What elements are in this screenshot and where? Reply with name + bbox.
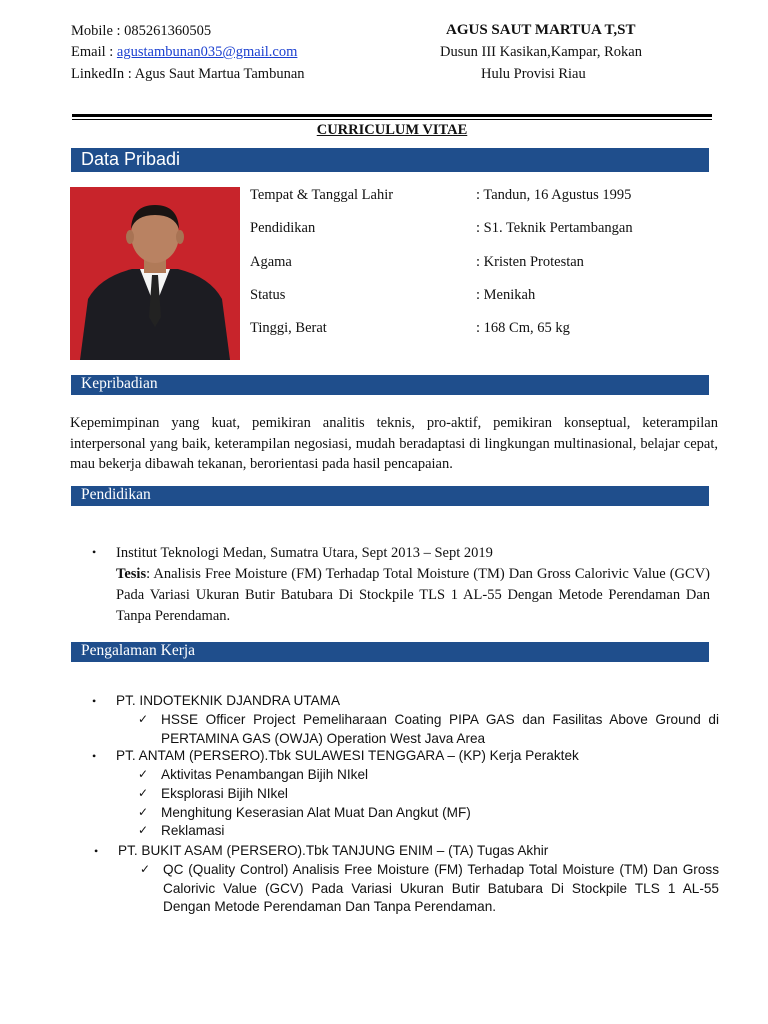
bullet-icon: •	[94, 844, 99, 858]
section-title-personality: Kepribadian	[81, 375, 158, 392]
info-value-education: : S1. Teknik Pertambangan	[476, 220, 633, 236]
info-value-birth: : Tandun, 16 Agustus 1995	[476, 187, 632, 203]
info-label-religion: Agama	[250, 254, 292, 270]
job-company-3: PT. BUKIT ASAM (PERSERO).Tbk TANJUNG ENIM – (TA) Tugas Akhir	[118, 843, 549, 858]
email-line	[71, 42, 297, 63]
mobile-number: Mobile : 085261360505	[71, 23, 212, 39]
profile-photo	[70, 187, 240, 360]
section-header-personal	[71, 148, 709, 172]
education-thesis	[116, 564, 710, 627]
job-2-item-1: Aktivitas Penambangan Bijih NIkel	[161, 767, 369, 782]
info-label-birth: Tempat & Tanggal Lahir	[250, 187, 394, 203]
info-value-religion: : Kristen Protestan	[476, 254, 584, 270]
job-2-item-2: Eksplorasi Bijih NIkel	[161, 786, 288, 801]
info-label-education: Pendidikan	[250, 220, 316, 236]
info-value-status: : Menikah	[476, 287, 536, 303]
bullet-icon: •	[92, 694, 97, 708]
thesis-text: : Analisis Free Moisture (FM) Terhadap Total Moisture (TM) Dan Gross Calorivic Value (GCV) Pada Variasi Ukuran Butir Batubara Di Stockpile TLS 1 AL-55 Dengan Metode Perendaman Dan Tanpa Perendaman.	[116, 566, 710, 624]
section-header-personality	[71, 375, 709, 395]
info-value-height-weight: : 168 Cm, 65 kg	[476, 320, 570, 336]
job-2-item-3: Menghitung Keserasian Alat Muat Dan Angkut (MF)	[161, 805, 471, 820]
info-label-status: Status	[250, 287, 286, 303]
bullet-icon: •	[92, 545, 97, 559]
candidate-name: AGUS SAUT MARTUA T,ST	[446, 22, 636, 38]
education-entry	[116, 543, 710, 627]
bullet-icon: •	[92, 749, 97, 763]
job-3-item-1: QC (Quality Control) Analisis Free Moisture (FM) Terhadap Total Moisture (TM) Dan Gross Calorivic Value (GCV) Pada Variasi Ukuran Butir Batubara Di Stockpile TLS 1 AL-55 Dengan Metode Perendaman Dan Tanpa Perendaman.	[163, 862, 719, 914]
thesis-label: Tesis	[116, 566, 147, 582]
job-1-item-1: HSSE Officer Project Pemeliharaan Coating PIPA GAS dan Fasilitas Above Ground di PERTAMINA GAS (OWJA) Operation West Java Area	[161, 712, 719, 746]
job-2-item-4: Reklamasi	[161, 823, 225, 838]
section-title-personal: Data Pribadi	[81, 149, 181, 169]
job-company-2: PT. ANTAM (PERSERO).Tbk SULAWESI TENGGARA – (KP) Kerja Peraktek	[116, 748, 579, 763]
education-institution: Institut Teknologi Medan, Sumatra Utara, Sept 2013 – Sept 2019	[116, 545, 493, 561]
check-icon: ✓	[138, 786, 149, 800]
job-company-1: PT. INDOTEKNIK DJANDRA UTAMA	[116, 693, 341, 708]
section-title-experience: Pengalaman Kerja	[81, 642, 196, 659]
header-divider-thin	[72, 119, 712, 120]
check-icon: ✓	[138, 767, 149, 781]
info-label-height-weight: Tinggi, Berat	[250, 320, 327, 336]
section-header-education	[71, 486, 709, 506]
address-line-1: Dusun III Kasikan,Kampar, Rokan	[440, 44, 642, 60]
personality-paragraph: Kepemimpinan yang kuat, pemikiran analitis teknis, pro-aktif, pemikiran konseptual, keterampilan interpersonal yang baik, keterampilan negosiasi, mudah beradaptasi di lingkungan multinasional, belajar cepat, mau bekerja dibawah tekanan, berorientasi pada hasil pencapaian.	[70, 415, 718, 472]
check-icon: ✓	[138, 712, 149, 726]
check-icon: ✓	[138, 823, 149, 837]
person-silhouette-icon	[70, 187, 240, 360]
address-line-2: Hulu Provisi Riau	[481, 66, 586, 82]
header-divider-thick	[72, 114, 712, 117]
linkedin-line: LinkedIn : Agus Saut Martua Tambunan	[71, 66, 305, 82]
check-icon: ✓	[140, 862, 151, 876]
email-link[interactable]: agustambunan035@gmail.com	[116, 44, 298, 60]
section-header-experience	[71, 642, 709, 662]
section-title-education: Pendidikan	[81, 486, 151, 503]
document-title: CURRICULUM VITAE	[316, 122, 468, 138]
email-label: Email :	[71, 44, 117, 60]
check-icon: ✓	[138, 805, 149, 819]
